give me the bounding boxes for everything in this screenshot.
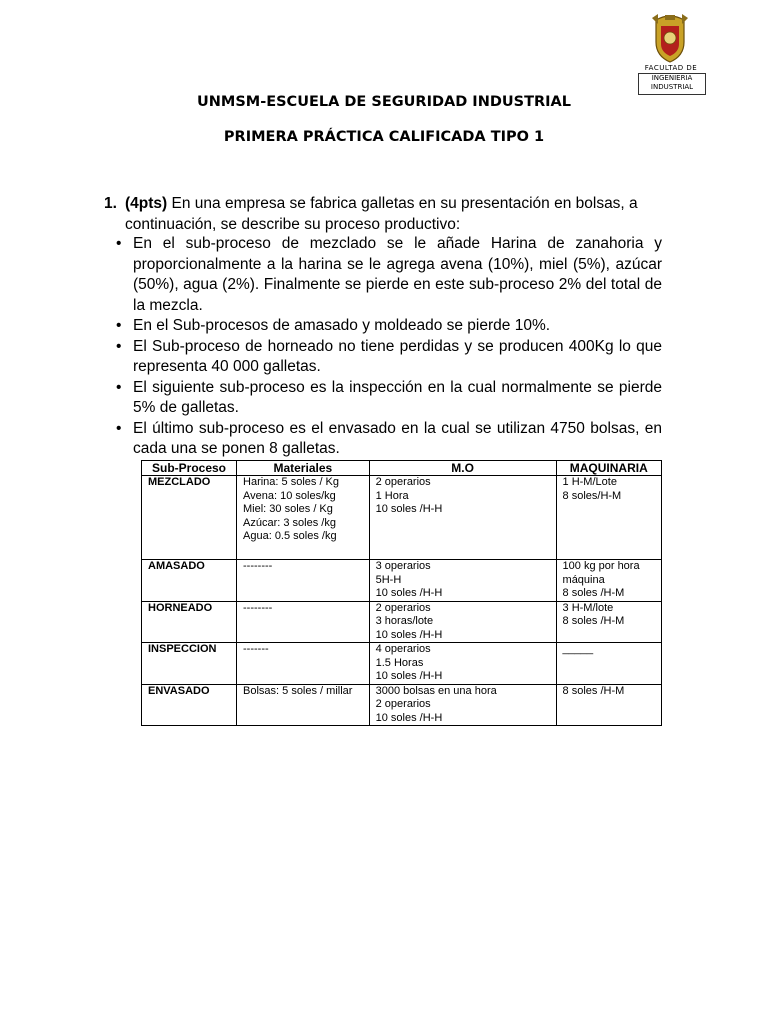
cell-line: 1 Hora [375, 489, 409, 502]
list-item [114, 378, 662, 419]
cell-subproceso: HORNEADO [142, 601, 237, 643]
cell-line: -------- [243, 560, 273, 572]
table-row [142, 684, 662, 726]
cell-line: 3 operarios [375, 560, 431, 572]
question-number: 1. [104, 195, 117, 212]
cell-line: Agua: 0.5 soles /kg [243, 530, 337, 542]
cell-line: 8 soles /H-M [562, 684, 625, 697]
cell-subproceso: ENVASADO [142, 684, 237, 726]
table-row [142, 476, 662, 560]
cell-line: -------- [243, 601, 273, 614]
cell-line: 2 operarios [375, 698, 431, 710]
cell-materiales [237, 560, 370, 602]
list-item-text: El último sub-proceso es el envasado en la cual se utilizan 4750 bolsas, en cada una se ponen 8 galletas. [133, 419, 662, 457]
cell-line: Harina: 5 soles / Kg [243, 476, 340, 488]
list-item-text: El siguiente sub-proceso es la inspección en la cual normalmente se pierde 5% de galletas. [133, 378, 662, 416]
document-title: UNMSM-ESCUELA DE SEGURIDAD INDUSTRIAL [196, 94, 572, 110]
cell-maquinaria [556, 643, 661, 685]
cell-subproceso: INSPECCION [142, 643, 237, 685]
bullet-icon: • [116, 378, 122, 396]
question-text [125, 193, 664, 235]
logo-faculty-name [638, 73, 706, 95]
cell-line: 3000 bolsas en una hora [375, 684, 497, 697]
cell-line: Azúcar: 3 soles /kg [243, 516, 336, 529]
table-row [142, 560, 662, 602]
table-header-row [142, 461, 662, 476]
cell-line: 10 soles /H-H [375, 670, 443, 682]
header-subproceso: Sub-Proceso [142, 461, 237, 476]
bullet-icon: • [116, 235, 122, 252]
cell-materiales [237, 476, 370, 560]
cell-line: _____ [562, 643, 594, 655]
exam-title: PRIMERA PRÁCTICA CALIFICADA TIPO 1 [223, 129, 545, 145]
cell-subproceso: MEZCLADO [142, 476, 237, 560]
question-1 [104, 193, 664, 235]
list-item [114, 234, 662, 316]
list-item [114, 316, 662, 337]
bullet-icon: • [116, 419, 122, 437]
cell-maquinaria [556, 476, 661, 560]
cell-materiales [237, 684, 370, 726]
cell-mo [369, 643, 556, 685]
list-item [114, 337, 662, 378]
cell-maquinaria [556, 684, 661, 726]
cell-line: 100 kg por hora [562, 560, 640, 572]
cell-line: 5H-H [375, 573, 402, 586]
cell-mo [369, 476, 556, 560]
cell-line: 10 soles /H-H [375, 503, 443, 515]
cell-line: 1 H-M/Lote [562, 476, 617, 488]
logo-label-line-2: INDUSTRIAL [650, 83, 694, 91]
cell-line: 2 operarios [375, 601, 431, 614]
cell-line: 10 soles /H-H [375, 628, 443, 641]
header-maquinaria: MAQUINARIA [556, 461, 661, 476]
cell-line: 3 horas/lote [375, 615, 434, 627]
question-points: (4pts) [125, 195, 168, 212]
cell-line: 2 operarios [375, 476, 431, 488]
cell-maquinaria [556, 601, 661, 643]
bullet-icon: • [116, 337, 122, 355]
list-item [114, 419, 662, 460]
cell-line: 8 soles /H-M [562, 587, 625, 599]
logo-faculty-label: FACULTAD DE [644, 64, 698, 72]
cell-mo [369, 684, 556, 726]
list-item-text: En el Sub-procesos de amasado y moldeado se pierde 10%. [133, 317, 551, 334]
faculty-logo [632, 12, 710, 96]
cell-line: 1.5 Horas [375, 656, 424, 669]
cell-line: 3 H-M/lote [562, 601, 614, 614]
cell-line: 8 soles/H-M [562, 489, 622, 502]
cell-line: Bolsas: 5 soles / millar [243, 684, 353, 697]
cell-line: Miel: 30 soles / Kg [243, 503, 333, 515]
question-statement: En una empresa se fabrica galletas en su presentación en bolsas, a continuación, se describe su proceso productivo: [125, 195, 638, 233]
university-crest-icon [650, 12, 690, 64]
cell-line: ------- [243, 643, 269, 655]
process-costs-table [141, 460, 662, 726]
cell-line: 10 soles /H-H [375, 587, 443, 599]
cell-subproceso: AMASADO [142, 560, 237, 602]
cell-line: 8 soles /H-M [562, 615, 625, 627]
table-row [142, 601, 662, 643]
bullet-icon: • [116, 317, 122, 334]
cell-line: Avena: 10 soles/kg [243, 489, 336, 502]
cell-mo [369, 560, 556, 602]
cell-maquinaria [556, 560, 661, 602]
header-materiales: Materiales [237, 461, 370, 476]
cell-materiales [237, 643, 370, 685]
table-row [142, 643, 662, 685]
cell-materiales [237, 601, 370, 643]
list-item-text: En el sub-proceso de mezclado se le añade Harina de zanahoria y proporcionalmente a la harina se le agrega avena (10%), miel (5%), azúcar (50%), agua (2%). Finalmente se pierde en este sub-proceso 2% del total de la mezcla. [133, 235, 662, 314]
cell-mo [369, 601, 556, 643]
process-description-list [114, 234, 662, 460]
cell-line: 10 soles /H-H [375, 711, 443, 724]
cell-line: máquina [562, 573, 605, 586]
header-mo: M.O [369, 461, 556, 476]
logo-label-line-1: INGENIERIA [651, 74, 693, 82]
list-item-text: El Sub-proceso de horneado no tiene perdidas y se producen 400Kg lo que representa 40 000 galletas. [133, 337, 662, 375]
cell-line: 4 operarios [375, 643, 431, 655]
